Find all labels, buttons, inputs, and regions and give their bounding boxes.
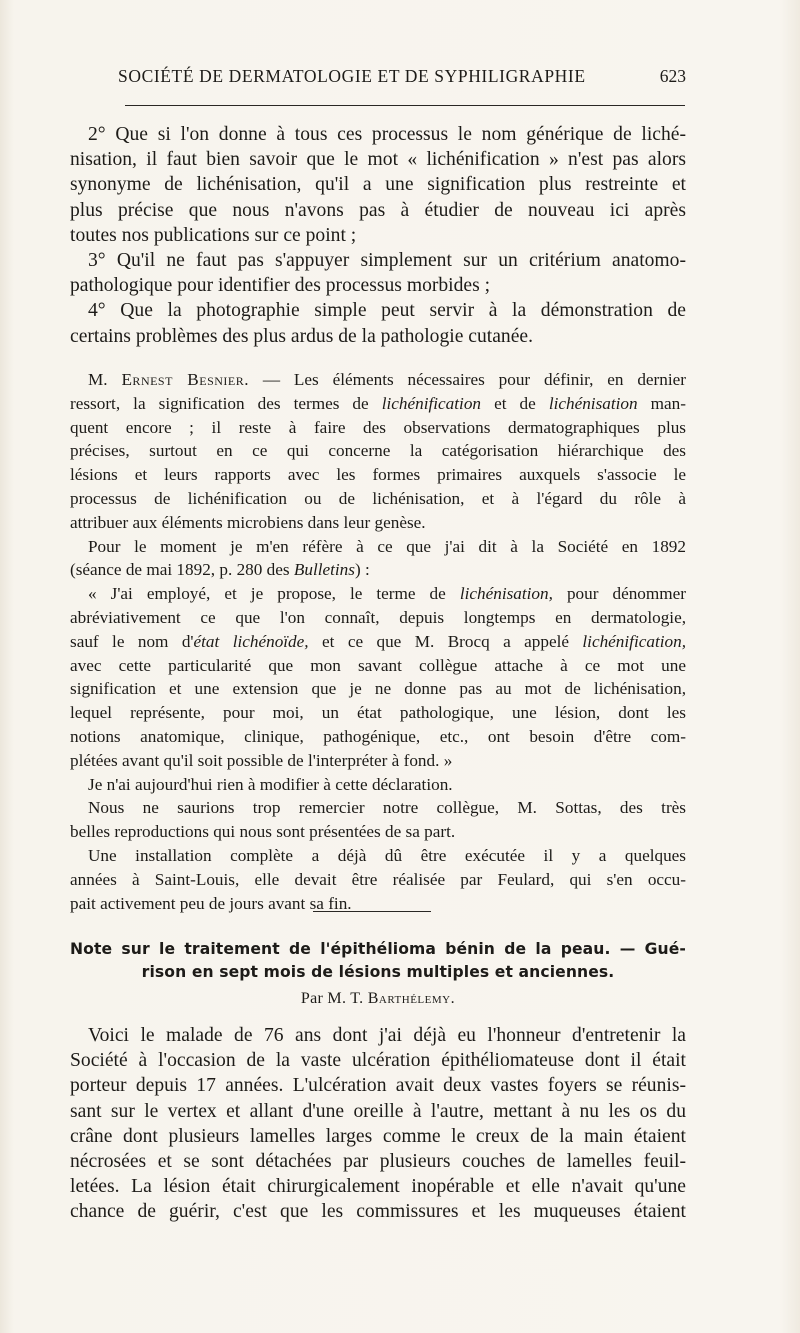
term-italic: Bulletins — [293, 560, 355, 580]
text-line: notions anatomique, clinique, pathogénique, etc., ont besoin d'être com- — [70, 726, 686, 746]
text-line: Nous ne saurions trop remercier notre collègue, M. Sottas, des très — [88, 798, 686, 818]
text-line: signification et une extension que je ne donne pas au mot de lichénisation, — [70, 679, 686, 699]
text-line: « J'ai employé, et je propose, le terme de lichénisation, pour dénommer — [88, 584, 686, 604]
text-line: sauf le nom d'état lichénoïde, et ce que M. Brocq a appelé lichénification, — [70, 631, 686, 651]
body-line: chance de guérir, c'est que les commissures et les muqueuses étaient — [70, 1201, 686, 1223]
note-title-line: rison en sept mois de lésions multiples et anciennes. — [141, 963, 615, 981]
text-line: plétées avant qu'il soit possible de l'interpréter à fond. » — [70, 750, 453, 770]
text-line: lésions et leurs rapports avec les formes primaires auxquels s'associe le — [70, 465, 686, 485]
conclusions-section — [70, 122, 686, 349]
conclusion-line: pathologique pour identifier des processus morbides ; — [70, 275, 491, 297]
body-line: letées. La lésion était chirurgicalement inopérable et elle n'avait qu'une — [70, 1176, 686, 1198]
conclusion-line: 2° Que si l'on donne à tous ces processus le nom générique de liché- — [88, 124, 686, 145]
text-line: Une installation complète a déjà dû être exécutée il y a quelques — [88, 845, 686, 865]
conclusion-line: nisation, il faut bien savoir que le mot « lichénification » n'est pas alors — [70, 149, 686, 171]
text-line: Pour le moment je m'en réfère à ce que j'ai dit à la Société en 1892 — [88, 536, 686, 556]
text-line: M. Ernest Besnier. — Les éléments nécessaires pour définir, en dernier — [88, 370, 686, 389]
note-body — [70, 1023, 686, 1225]
text-line: attribuer aux éléments microbiens dans leur genèse. — [70, 512, 426, 532]
page-number: 623 — [659, 66, 686, 86]
conclusion-line: 3° Qu'il ne faut pas s'appuyer simplement sur un critérium anatomo- — [88, 250, 686, 272]
running-header — [118, 66, 686, 96]
byline: Par M. T. Barthélemy. — [300, 990, 456, 1007]
text-line: lequel représente, pour moi, un état pathologique, une lésion, dont les — [70, 703, 686, 723]
text-line: précises, surtout en ce qui concerne la catégorisation hiérarchique des — [70, 441, 686, 461]
besnier-section — [70, 368, 686, 915]
conclusion-line: 4° Que la photographie simple peut servir à la démonstration de — [88, 300, 686, 322]
speaker-name: Ernest Besnier. — [121, 370, 250, 389]
conclusion-line: synonyme de lichénisation, qu'il a une signification plus restreinte et — [70, 174, 686, 196]
conclusion-line: certains problèmes des plus ardus de la pathologie cutanée. — [70, 325, 534, 347]
text-line: abréviativement ce que l'on connaît, depuis longtemps en dermatologie, — [70, 607, 686, 627]
term-italic: lichénification, — [582, 631, 686, 651]
note-title-line: Note sur le traitement de l'épithélioma bénin de la peau. — Gué- — [70, 940, 686, 958]
body-line: sant sur le vertex et allant d'une oreille à l'autre, mettant à nu les os du — [70, 1100, 686, 1122]
text-line: processus de lichénification ou de lichénisation, et à l'égard du rôle à — [70, 488, 686, 508]
text-line: (séance de mai 1892, p. 280 des Bulletins) : — [70, 560, 370, 580]
body-line: Société à l'occasion de la vaste ulcération épithéliomateuse dont il était — [70, 1050, 686, 1072]
text-line: avec cette particularité que mon savant collègue attache à ce mot une — [70, 655, 686, 675]
text-line: belles reproductions qui nous sont présentées de sa part. — [70, 822, 456, 842]
term-italic: lichénification — [381, 393, 482, 413]
term-italic: lichénisation — [548, 393, 638, 413]
text-line: pait activement peu de jours avant sa fin. — [70, 893, 352, 913]
author-name: Barthélemy. — [367, 990, 456, 1007]
body-line: crâne dont plusieurs lamelles larges comme le creux de la main étaient — [70, 1125, 686, 1147]
text-line: Je n'ai aujourd'hui rien à modifier à cette déclaration. — [88, 774, 453, 794]
text-line: années à Saint-Louis, elle devait être réalisée par Feulard, qui s'en occu- — [70, 869, 686, 889]
conclusion-line: toutes nos publications sur ce point ; — [70, 224, 357, 246]
text-line: quent encore ; il reste à faire des observations dermatographiques plus — [70, 417, 686, 437]
text-line: ressort, la signification des termes de lichénification et de lichénisation man- — [70, 393, 686, 413]
term-italic: lichénisation, — [459, 584, 553, 604]
term-italic: état lichénoïde, — [193, 631, 309, 651]
section-separator — [313, 911, 431, 912]
header-rule — [125, 105, 685, 106]
body-line: porteur depuis 17 années. L'ulcération avait deux vastes foyers se réunis- — [70, 1075, 686, 1097]
running-title: SOCIÉTÉ DE DERMATOLOGIE ET DE SYPHILIGRAPHIE — [118, 66, 586, 86]
speaker-prefix: M. — [88, 370, 108, 389]
body-line: nécrosées et se sont détachées par plusieurs couches de lamelles feuil- — [70, 1151, 686, 1173]
note-title — [70, 938, 686, 984]
conclusion-line: plus précise que nous n'avons pas à étudier de nouveau ici après — [70, 199, 686, 221]
body-line: Voici le malade de 76 ans dont j'ai déjà eu l'honneur d'entretenir la — [88, 1025, 686, 1046]
